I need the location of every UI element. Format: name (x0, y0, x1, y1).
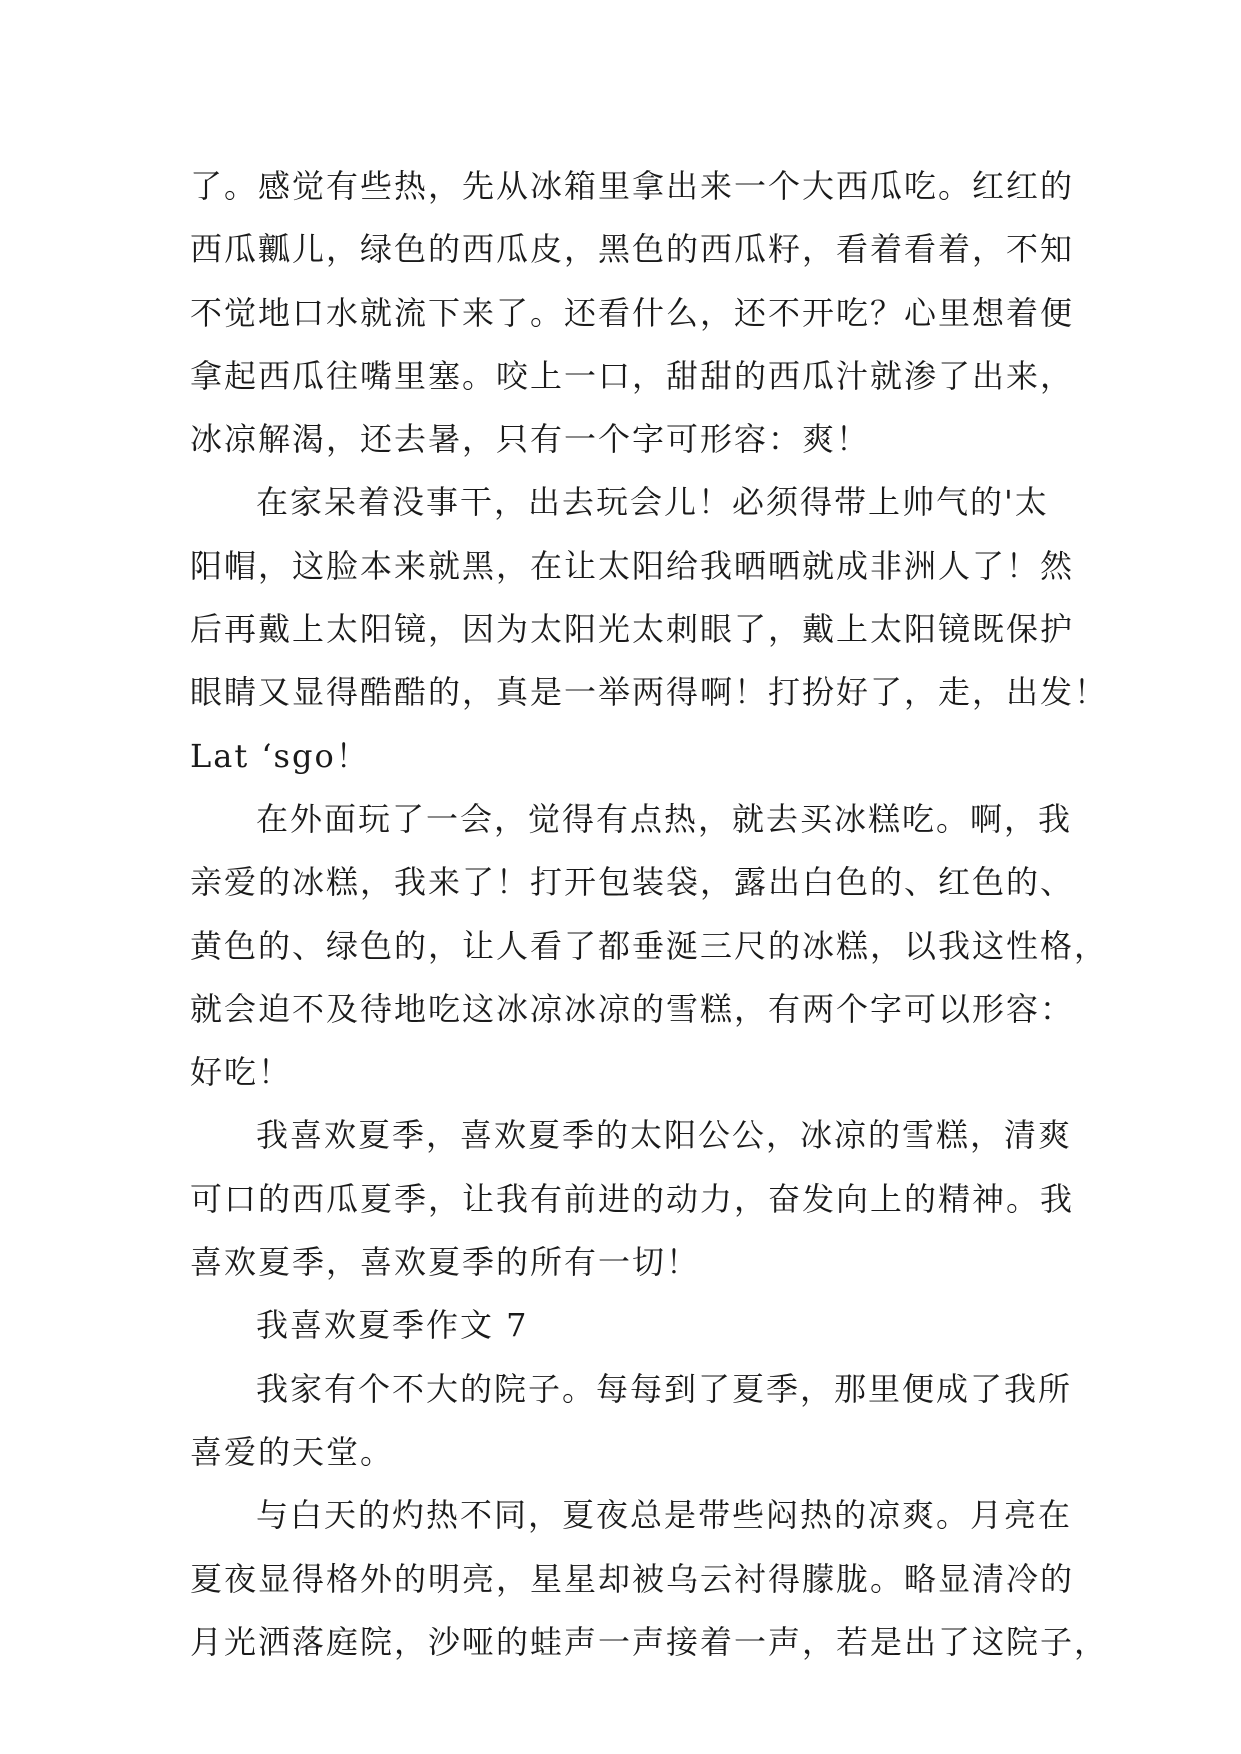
text-line: 可口的西瓜夏季，让我有前进的动力，奋发向上的精神。我 (190, 1179, 1075, 1218)
text-line: 冰凉解渴，还去暑，只有一个字可形容：爽！ (190, 420, 871, 459)
text-line: 西瓜瓤儿，绿色的西瓜皮，黑色的西瓜籽，看着看着，不知 (190, 230, 1075, 269)
text-line: 夏夜显得格外的明亮，星星却被乌云衬得朦胧。略显清冷的 (190, 1559, 1075, 1598)
paragraph-first-line: 我喜欢夏季，喜欢夏季的太阳公公，冰凉的雪糕，清爽 (256, 1116, 1073, 1155)
text-line: 不觉地口水就流下来了。还看什么，还不开吃？心里想着便 (190, 293, 1075, 332)
text-line: 眼睛又显得酷酷的，真是一举两得啊！打扮好了，走，出发！ (190, 673, 1109, 712)
text-line: 黄色的、绿色的，让人看了都垂涎三尺的冰糕，以我这性格， (190, 926, 1109, 965)
text-line: 喜爱的天堂。 (190, 1432, 395, 1471)
text-line: 拿起西瓜往嘴里塞。咬上一口，甜甜的西瓜汁就渗了出来， (190, 356, 1075, 395)
text-line: 了。感觉有些热，先从冰箱里拿出来一个大西瓜吃。红红的 (190, 167, 1075, 205)
text-line: 喜欢夏季，喜欢夏季的所有一切！ (190, 1243, 701, 1282)
text-line: 好吃！ (190, 1053, 293, 1092)
section-heading: 我喜欢夏季作文 7 (256, 1306, 529, 1345)
essay-text (190, 155, 1109, 1674)
text-line: Lat ‘sgo！ (190, 736, 370, 775)
text-line: 后再戴上太阳镜，因为太阳光太刺眼了，戴上太阳镜既保护 (190, 610, 1075, 649)
text-line: 就会迫不及待地吃这冰凉冰凉的雪糕，有两个字可以形容： (190, 989, 1075, 1028)
paragraph-first-line: 我家有个不大的院子。每每到了夏季，那里便成了我所 (256, 1369, 1073, 1408)
paragraph-first-line: 在外面玩了一会，觉得有点热，就去买冰糕吃。啊，我 (256, 799, 1073, 838)
paragraph-first-line: 与白天的灼热不同，夏夜总是带些闷热的凉爽。月亮在 (256, 1496, 1073, 1535)
text-line: 亲爱的冰糕，我来了！打开包装袋，露出白色的、红色的、 (190, 863, 1075, 902)
text-line: 月光洒落庭院，沙哑的蛙声一声接着一声，若是出了这院子， (190, 1622, 1109, 1661)
text-line: 阳帽，这脸本来就黑，在让太阳给我晒晒就成非洲人了！然 (190, 546, 1075, 585)
paragraph-first-line: 在家呆着没事干，出去玩会儿！必须得带上帅气的'太 (256, 483, 1049, 522)
